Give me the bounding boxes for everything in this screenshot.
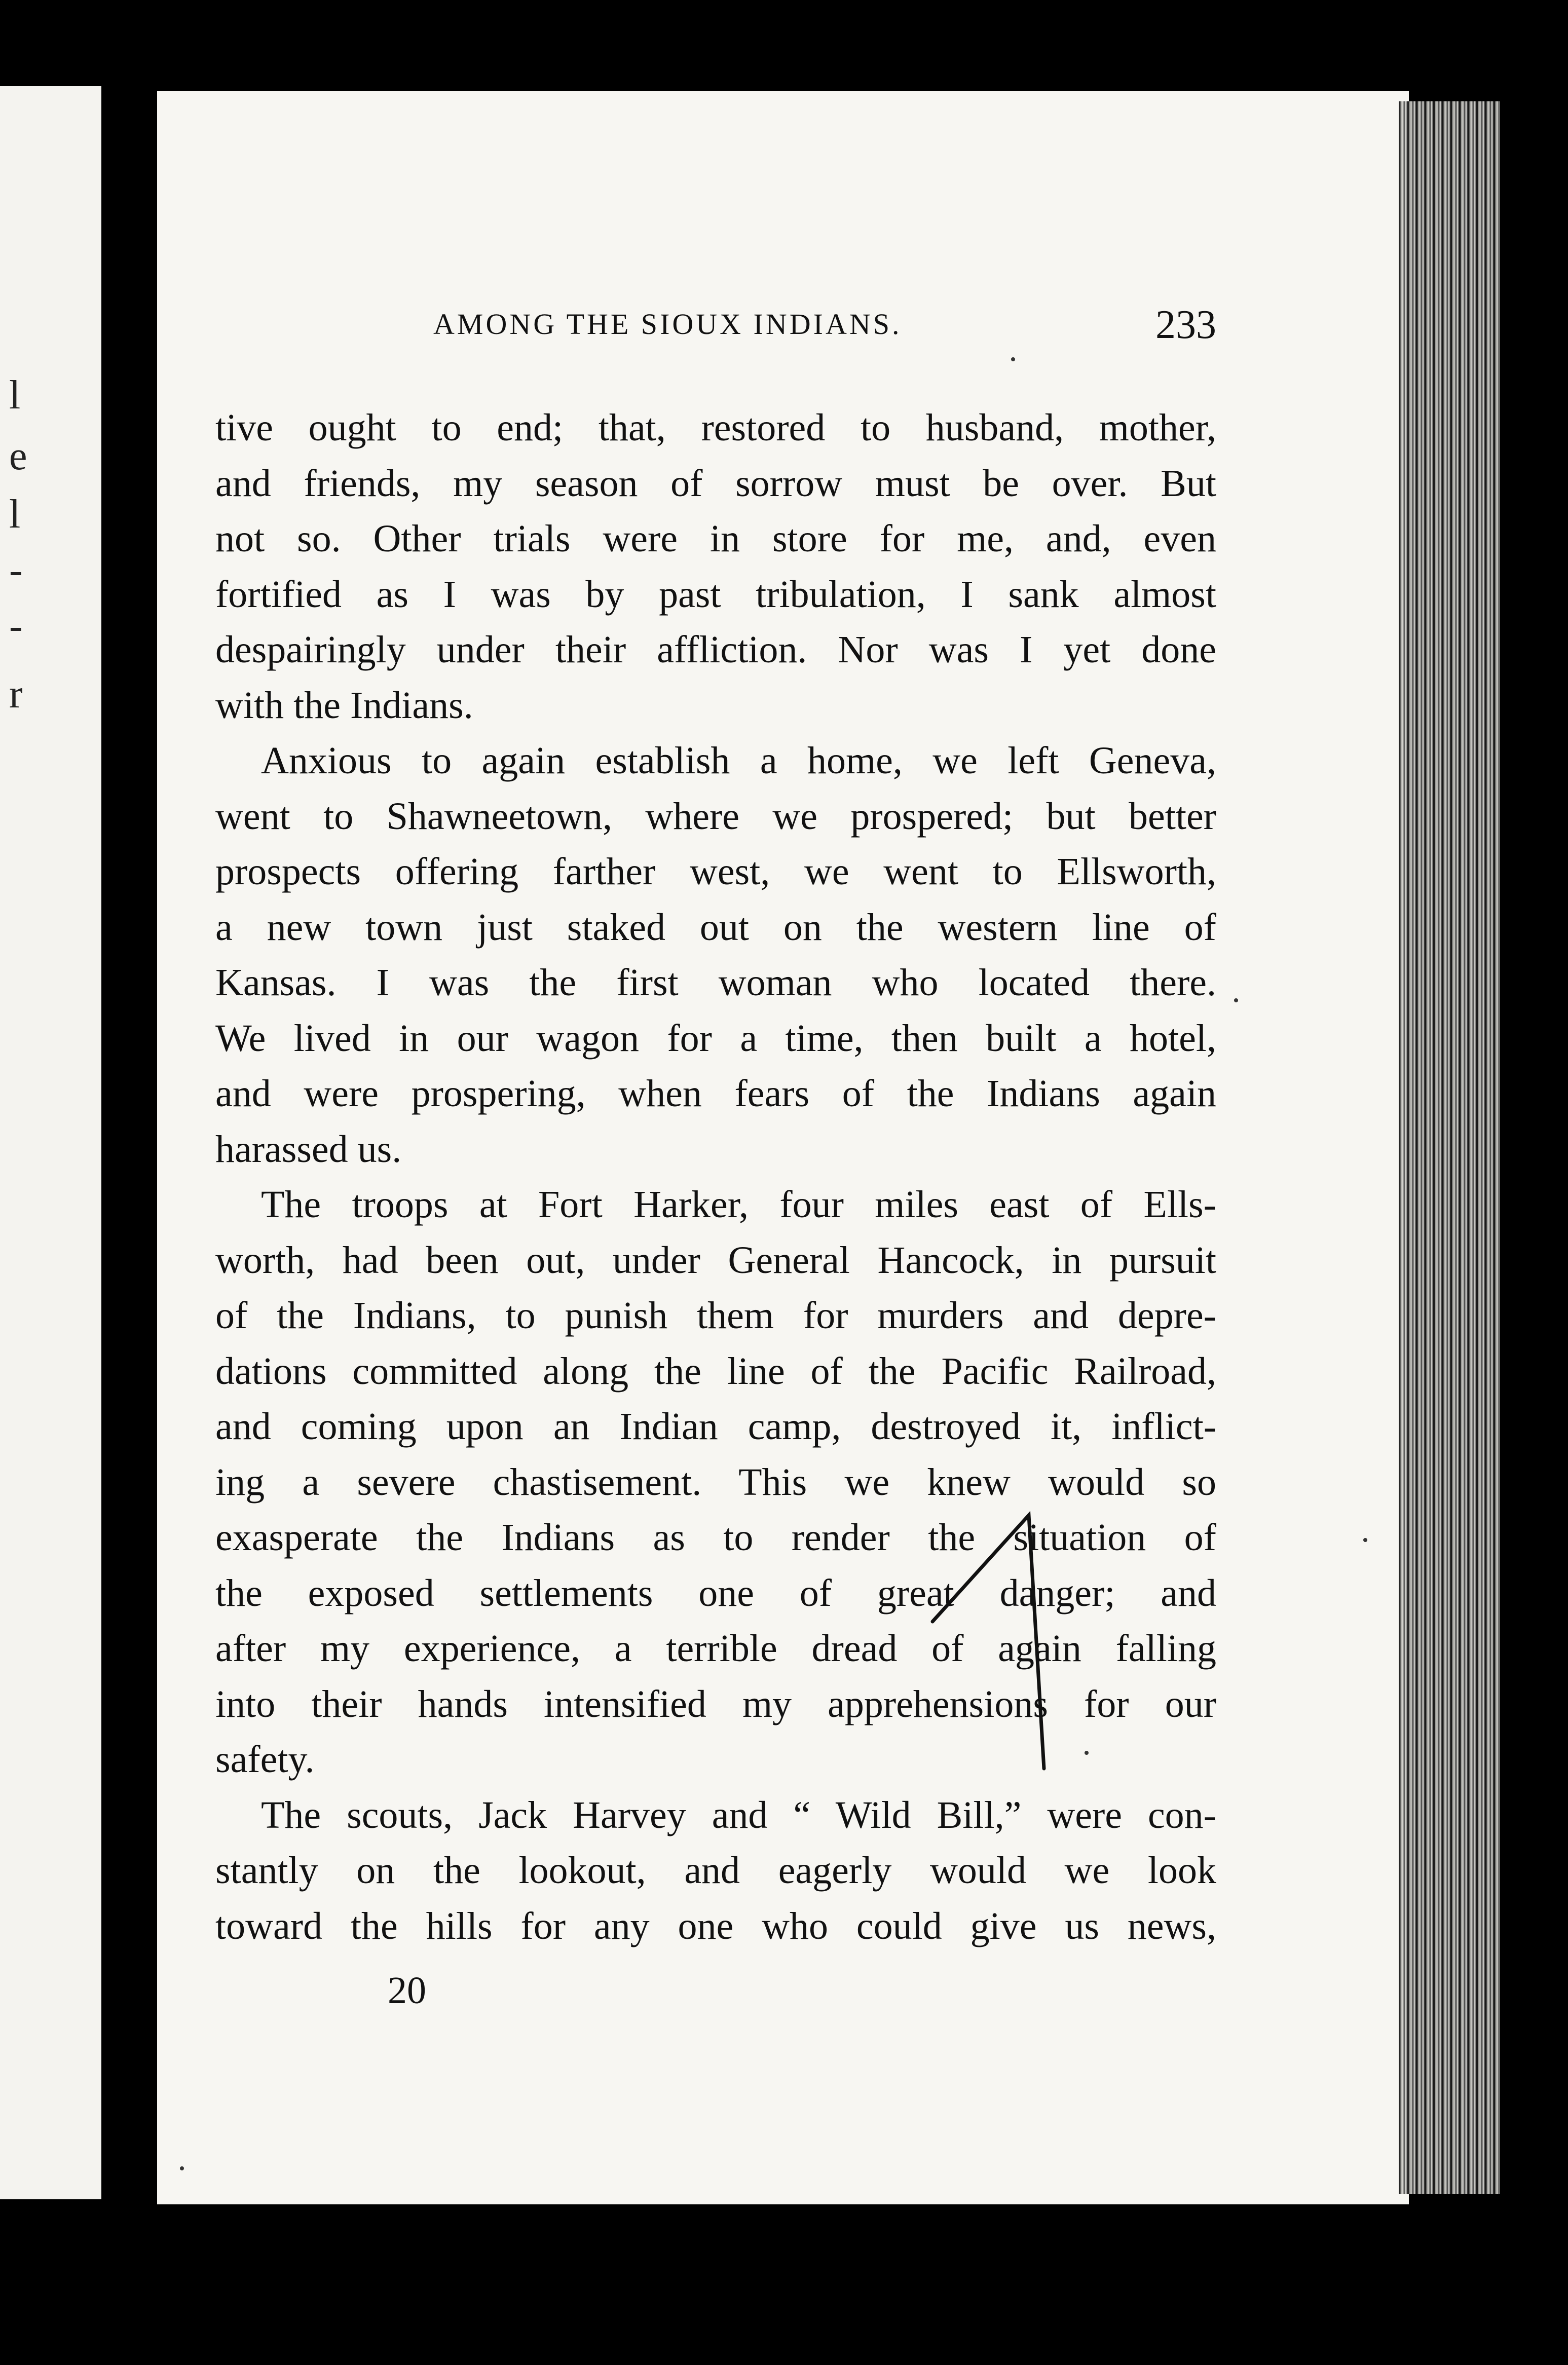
- text-line: the exposed settlements one of great danger; and: [215, 1571, 1216, 1615]
- prev-page-fragment: -: [9, 548, 23, 592]
- text-line: safety.: [215, 1738, 315, 1781]
- text-line: dations committed along the line of the Pacific Railroad,: [215, 1349, 1216, 1393]
- text-line: not so. Other trials were in store for me, and, even: [215, 517, 1216, 560]
- text-line: harassed us.: [215, 1128, 402, 1171]
- prev-page-fragment: e: [9, 434, 27, 478]
- prev-page-fragment: l: [9, 373, 21, 418]
- text-line: stantly on the lookout, and eagerly would we look: [215, 1849, 1216, 1892]
- previous-page-edge: [0, 86, 101, 2199]
- prev-page-fragment: l: [9, 492, 21, 537]
- text-line: worth, had been out, under General Hancock, in pursuit: [215, 1238, 1216, 1282]
- paper-speck: [1363, 1538, 1367, 1542]
- paper-speck: [1011, 357, 1015, 361]
- paper-speck: [1234, 998, 1238, 1002]
- text-line: after my experience, a terrible dread of again falling: [215, 1627, 1216, 1670]
- text-line: The troops at Fort Harker, four miles east of Ells-: [261, 1183, 1216, 1226]
- text-line: of the Indians, to punish them for murders and depre-: [215, 1294, 1216, 1337]
- text-line: fortified as I was by past tribulation, I sank almost: [215, 573, 1216, 616]
- text-line: The scouts, Jack Harvey and “ Wild Bill,” were con-: [261, 1793, 1216, 1836]
- text-line: toward the hills for any one who could give us news,: [215, 1904, 1216, 1947]
- text-line: prospects offering farther west, we went to Ellsworth,: [215, 850, 1216, 893]
- running-header: [433, 303, 1216, 348]
- text-line: Anxious to again establish a home, we left Geneva,: [261, 739, 1216, 782]
- signature-mark: 20: [388, 1969, 426, 2012]
- text-line: went to Shawneetown, where we prospered; but better: [215, 795, 1216, 838]
- page-number: 233: [1155, 303, 1216, 347]
- prev-page-fragment: r: [9, 672, 23, 717]
- text-line: a new town just staked out on the western line of: [215, 906, 1216, 949]
- pencil-mark: [927, 1505, 1079, 1779]
- text-line: We lived in our wagon for a time, then built a hotel,: [215, 1017, 1216, 1060]
- page-stack-edge: [1399, 101, 1500, 2194]
- text-line: with the Indians.: [215, 684, 473, 727]
- prev-page-fragment: -: [9, 604, 23, 648]
- paper-speck: [1085, 1751, 1089, 1755]
- text-line: exasperate the Indians as to render the situation of: [215, 1516, 1216, 1559]
- text-line: despairingly under their affliction. Nor was I yet done: [215, 628, 1216, 671]
- text-line: Kansas. I was the first woman who located there.: [215, 961, 1216, 1004]
- running-title: AMONG THE SIOUX INDIANS.: [433, 308, 902, 341]
- paper-speck: [180, 2166, 184, 2170]
- text-line: tive ought to end; that, restored to husband, mother,: [215, 406, 1216, 449]
- text-line: ing a severe chastisement. This we knew would so: [215, 1460, 1216, 1504]
- text-line: and friends, my season of sorrow must be over. But: [215, 462, 1216, 505]
- text-line: into their hands intensified my apprehensions for our: [215, 1682, 1216, 1725]
- text-line: and were prospering, when fears of the Indians again: [215, 1072, 1216, 1115]
- text-line: and coming upon an Indian camp, destroyed it, inflict-: [215, 1405, 1216, 1448]
